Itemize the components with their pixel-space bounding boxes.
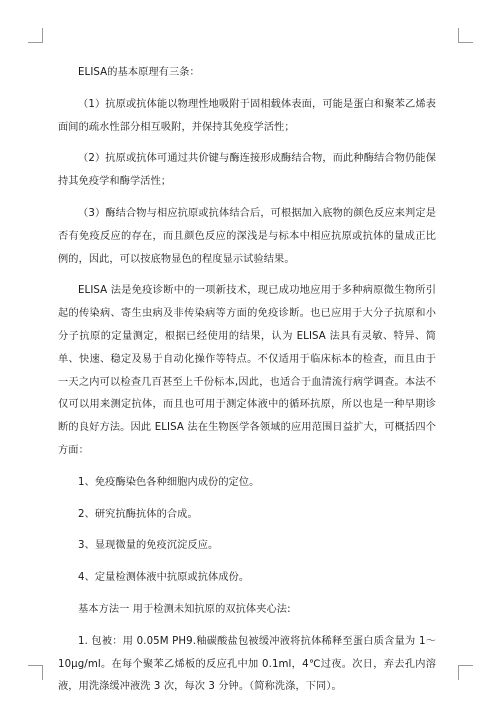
- document-body: [58, 62, 436, 708]
- crop-mark-bottom-right: [458, 665, 473, 680]
- crop-mark-bottom-left: [28, 665, 43, 680]
- method-heading: 基本方法一 用于检测未知抗原的双抗体夹心法:: [78, 603, 291, 615]
- paragraph-principle-3: （3）酶结合物与相应抗原或抗体结合后，可根据加入底物的颜色反应来判定是否有免疫反应的存在，而且颜色反应的深浅是与标本中相应抗原或抗体的量成正比例的，因此，可以按底物显色的程度显示试验结果。: [58, 207, 436, 265]
- paragraph-principle-2: （2）抗原或抗体可通过共价键与酶连接形成酶结合物，而此种酶结合物仍能保持其免疫学和酶学活性；: [58, 153, 436, 188]
- paragraph-elisa-application: ELISA 法是免疫诊断中的一项新技术，现已成功地应用于多种病原微生物所引起的传染病、寄生虫病及非传染病等方面的免疫诊断。也已应用于大分子抗原和小分子抗原的定量测定，根据已经使用的结果，认为 ELISA 法具有灵敏、特异、简单、快速、稳定及易于自动化操作等特点。不仅适用于临床标本的检查，而且由于一天之内可以检查几百甚至上千份标本,因此，也适合于血清流行病学调查。本法不仅可以用来测定抗体，而且也可用于测定体液中的循环抗原，所以也是一种早期诊断的良好方法。因此 ELISA 法在生物医学各领域的应用范围日益扩大，可概括四个方面：: [58, 285, 436, 456]
- list-item-4: 4、定量检测体液中抗原或抗体成份。: [78, 572, 250, 584]
- crop-mark-top-left: [28, 28, 43, 43]
- crop-mark-top-right: [458, 28, 473, 43]
- paragraph-intro: ELISA的基本原理有三条：: [78, 67, 200, 78]
- list-item-1: 1、免疫酶染色各种细胞内成份的定位。: [78, 476, 260, 488]
- list-item-3: 3、显现微量的免疫沉淀反应。: [78, 540, 219, 552]
- list-item-2: 2、研究抗酶抗体的合成。: [78, 508, 198, 520]
- paragraph-principle-1: （1）抗原或抗体能以物理性地吸附于固相载体表面，可能是蛋白和聚苯乙烯表面间的疏水性部分相互吸附，并保持其免疫学活性；: [58, 98, 436, 133]
- paragraph-coating-step: 1. 包被：用 0.05M PH9.釉碳酸盐包被缓冲液将抗体稀释至蛋白质含量为 1～10μg/ml。在每个聚苯乙烯板的反应孔中加 0.1ml，4℃过夜。次日，弃去孔内溶液，用洗涤缓冲液洗 3 次，每次 3 分钟。（简称洗涤，下同）。: [58, 635, 436, 693]
